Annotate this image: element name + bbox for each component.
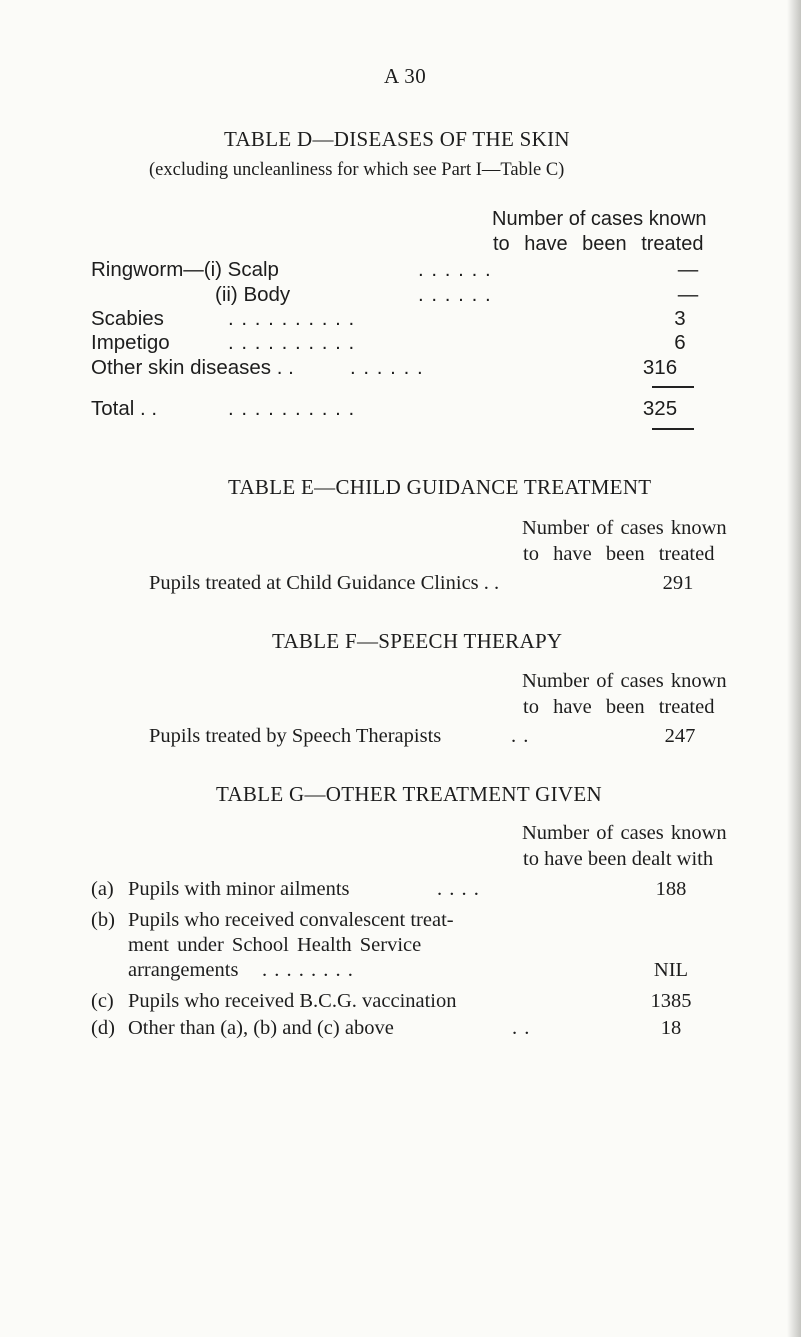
row-key: (d) bbox=[91, 1017, 115, 1039]
row-value: 18 bbox=[660, 1017, 682, 1039]
row-label: Ringworm—(i) Scalp bbox=[91, 258, 279, 281]
table-f-header-line1: Number of cases known bbox=[522, 670, 727, 692]
row-label: Pupils who received convalescent treat- bbox=[128, 909, 454, 931]
row-value: 3 bbox=[674, 307, 686, 330]
row-label-line2: ment under School Health Service bbox=[128, 934, 422, 956]
table-d-header-line1: Number of cases known bbox=[492, 208, 707, 230]
row-value: 247 bbox=[664, 725, 696, 747]
table-e-header-line1: Number of cases known bbox=[522, 517, 727, 539]
row-key: (a) bbox=[91, 878, 114, 900]
row-value: 188 bbox=[655, 878, 687, 900]
leader-dots: . . . . . . bbox=[350, 356, 424, 379]
leader-dots: . . . . . . . . . . bbox=[228, 397, 356, 420]
row-value: 1385 bbox=[650, 990, 692, 1012]
page-edge-shadow bbox=[787, 0, 801, 1337]
row-value: 6 bbox=[674, 331, 686, 354]
row-key: (b) bbox=[91, 909, 115, 931]
table-e-header-line2: to have been treated bbox=[523, 543, 715, 565]
row-key: (c) bbox=[91, 990, 114, 1012]
row-label: Pupils who received B.C.G. vaccination bbox=[128, 990, 457, 1012]
row-value: NIL bbox=[653, 959, 689, 981]
table-g-header-line2: to have been dealt with bbox=[523, 848, 714, 870]
row-value: 316 bbox=[642, 356, 678, 379]
row-label: Pupils with minor ailments bbox=[128, 878, 350, 900]
table-f-title: TABLE F—SPEECH THERAPY bbox=[272, 629, 563, 653]
row-label: Other than (a), (b) and (c) above bbox=[128, 1017, 394, 1039]
subtotal-rule bbox=[652, 386, 694, 388]
table-g-title: TABLE G—OTHER TREATMENT GIVEN bbox=[216, 782, 602, 806]
row-label: Pupils treated at Child Guidance Clinics . . bbox=[149, 572, 500, 594]
table-f-header-line2: to have been treated bbox=[523, 696, 715, 718]
leader-dots: . . . . . . . . . . bbox=[228, 331, 356, 354]
leader-dots: . . . . . . bbox=[418, 283, 492, 306]
table-e-title: TABLE E—CHILD GUIDANCE TREATMENT bbox=[228, 475, 652, 499]
leader-dots: . . . . . . bbox=[418, 258, 492, 281]
leader-dots: . . bbox=[511, 725, 530, 747]
table-d-header-line2: to have been treated bbox=[493, 233, 704, 255]
row-label-line3: arrangements bbox=[128, 959, 239, 981]
row-label: Other skin diseases . . bbox=[91, 356, 294, 379]
table-d-subtitle: (excluding uncleanliness for which see Part I—Table C) bbox=[149, 160, 565, 180]
leader-dots: . . . . . . . . . . bbox=[228, 307, 356, 330]
leader-dots: . . . . bbox=[437, 878, 480, 900]
total-label: Total . . bbox=[91, 397, 158, 420]
leader-dots: . . bbox=[512, 1017, 531, 1039]
table-g-header-line1: Number of cases known bbox=[522, 822, 727, 844]
row-label: Pupils treated by Speech Therapists bbox=[149, 725, 442, 747]
total-value: 325 bbox=[642, 397, 678, 420]
row-label: Scabies bbox=[91, 307, 164, 330]
row-value: — bbox=[677, 283, 699, 306]
leader-dots: . . . . . . . . bbox=[262, 959, 354, 981]
table-d-title: TABLE D—DISEASES OF THE SKIN bbox=[224, 127, 570, 151]
row-label: (ii) Body bbox=[215, 283, 291, 306]
row-value: 291 bbox=[662, 572, 694, 594]
total-rule bbox=[652, 428, 694, 430]
page-number: A 30 bbox=[384, 64, 427, 88]
row-label: Impetigo bbox=[91, 331, 170, 354]
row-value: — bbox=[677, 258, 699, 281]
